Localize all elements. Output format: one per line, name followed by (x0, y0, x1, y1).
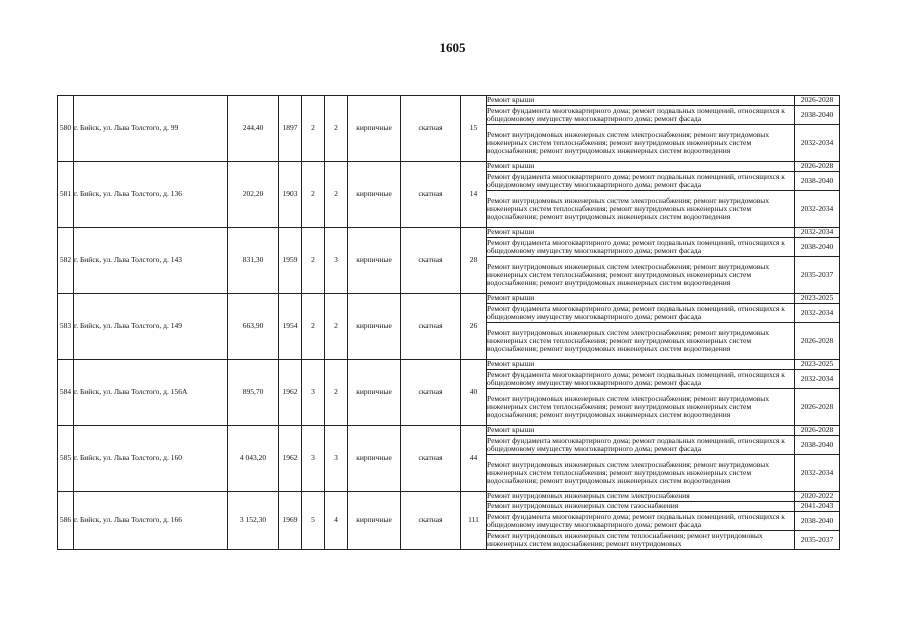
floor-count: 3 (302, 426, 325, 492)
work-description: Ремонт фундамента многоквартирного дома; ремонт подвальных помещений, относящихся к общедомовому имуществу многоквартирного дома; ремонт фасада (487, 106, 795, 125)
wall-material: кирпичные (348, 492, 401, 550)
roof-type: скатная (401, 96, 461, 162)
work-description: Ремонт внутридомовых инженерных систем электроснабжения; ремонт внутридомовых инженерных систем теплоснабжения; ремонт внутридомовых инженерных систем водоснабжения; ремонт внутридомовых инженерных систем водоотведения (487, 257, 795, 294)
table-row (58, 360, 840, 370)
row-number: 586 (58, 492, 74, 550)
house-area: 831,30 (228, 228, 279, 294)
build-year: 1969 (279, 492, 302, 550)
apartment-count: 15 (461, 96, 487, 162)
roof-type: скатная (401, 492, 461, 550)
house-area: 244,40 (228, 96, 279, 162)
wall-material: кирпичные (348, 360, 401, 426)
build-year: 1903 (279, 162, 302, 228)
house-area: 895,70 (228, 360, 279, 426)
page-number: 1605 (439, 40, 466, 55)
row-number: 585 (58, 426, 74, 492)
work-description: Ремонт фундамента многоквартирного дома; ремонт подвальных помещений, относящихся к общедомовому имуществу многоквартирного дома; ремонт фасада (487, 436, 795, 455)
house-address: г. Бийск, ул. Льва Толстого, д. 149 (74, 294, 228, 360)
apartment-count: 111 (461, 492, 487, 550)
apartment-count: 40 (461, 360, 487, 426)
work-description: Ремонт фундамента многоквартирного дома; ремонт подвальных помещений, относящихся к общедомовому имуществу многоквартирного дома; ремонт фасада (487, 238, 795, 257)
work-description: Ремонт фундамента многоквартирного дома; ремонт подвальных помещений, относящихся к общедомовому имуществу многоквартирного дома; ремонт фасада (487, 512, 795, 531)
work-period: 2038-2040 (795, 172, 840, 191)
roof-type: скатная (401, 360, 461, 426)
roof-type: скатная (401, 426, 461, 492)
work-description: Ремонт крыши (487, 96, 795, 106)
work-period: 2038-2040 (795, 238, 840, 257)
entrance-count: 2 (325, 360, 348, 426)
table-row (58, 228, 840, 238)
work-description: Ремонт крыши (487, 228, 795, 238)
work-period: 2032-2034 (795, 304, 840, 323)
work-period: 2032-2034 (795, 191, 840, 228)
work-period: 2035-2037 (795, 257, 840, 294)
work-period: 2035-2037 (795, 531, 840, 550)
work-description: Ремонт крыши (487, 360, 795, 370)
wall-material: кирпичные (348, 426, 401, 492)
work-period: 2020-2022 (795, 492, 840, 502)
build-year: 1962 (279, 426, 302, 492)
roof-type: скатная (401, 228, 461, 294)
work-description: Ремонт внутридомовых инженерных систем электроснабжения; ремонт внутридомовых инженерных систем теплоснабжения; ремонт внутридомовых инженерных систем водоснабжения; ремонт внутридомовых инженерных систем водоотведения (487, 323, 795, 360)
row-number: 583 (58, 294, 74, 360)
entrance-count: 2 (325, 96, 348, 162)
entrance-count: 3 (325, 426, 348, 492)
floor-count: 5 (302, 492, 325, 550)
floor-count: 3 (302, 360, 325, 426)
wall-material: кирпичные (348, 96, 401, 162)
entrance-count: 3 (325, 228, 348, 294)
entrance-count: 4 (325, 492, 348, 550)
work-period: 2023-2025 (795, 360, 840, 370)
house-area: 4 043,20 (228, 426, 279, 492)
work-period: 2038-2040 (795, 106, 840, 125)
table-row (58, 294, 840, 304)
work-description: Ремонт крыши (487, 426, 795, 436)
house-address: г. Бийск, ул. Льва Толстого, д. 136 (74, 162, 228, 228)
work-description: Ремонт внутридомовых инженерных систем электроснабжения; ремонт внутридомовых инженерных систем теплоснабжения; ремонт внутридомовых инженерных систем водоснабжения; ремонт внутридомовых инженерных систем водоотведения (487, 389, 795, 426)
build-year: 1962 (279, 360, 302, 426)
floor-count: 2 (302, 294, 325, 360)
table-row (58, 162, 840, 172)
table-row (58, 426, 840, 436)
work-description: Ремонт фундамента многоквартирного дома; ремонт подвальных помещений, относящихся к общедомовому имуществу многоквартирного дома; ремонт фасада (487, 172, 795, 191)
apartment-count: 28 (461, 228, 487, 294)
build-year: 1954 (279, 294, 302, 360)
work-period: 2026-2028 (795, 96, 840, 106)
apartment-count: 14 (461, 162, 487, 228)
apartment-count: 44 (461, 426, 487, 492)
work-period: 2038-2040 (795, 436, 840, 455)
house-area: 202,20 (228, 162, 279, 228)
table-row (58, 492, 840, 502)
work-period: 2038-2040 (795, 512, 840, 531)
work-period: 2032-2034 (795, 228, 840, 238)
roof-type: скатная (401, 294, 461, 360)
wall-material: кирпичные (348, 228, 401, 294)
row-number: 580 (58, 96, 74, 162)
table-row (58, 96, 840, 106)
house-address: г. Бийск, ул. Льва Толстого, д. 99 (74, 96, 228, 162)
apartment-count: 26 (461, 294, 487, 360)
floor-count: 2 (302, 162, 325, 228)
work-period: 2026-2028 (795, 323, 840, 360)
row-number: 582 (58, 228, 74, 294)
work-description: Ремонт крыши (487, 162, 795, 172)
work-description: Ремонт крыши (487, 294, 795, 304)
roof-type: скатная (401, 162, 461, 228)
work-period: 2026-2028 (795, 162, 840, 172)
work-period: 2026-2028 (795, 389, 840, 426)
entrance-count: 2 (325, 162, 348, 228)
work-description: Ремонт внутридомовых инженерных систем электроснабжения; ремонт внутридомовых инженерных систем теплоснабжения; ремонт внутридомовых инженерных систем водоснабжения; ремонт внутридомовых инженерных систем водоотведения (487, 191, 795, 228)
work-description: Ремонт фундамента многоквартирного дома; ремонт подвальных помещений, относящихся к общедомовому имуществу многоквартирного дома; ремонт фасада (487, 370, 795, 389)
work-description: Ремонт внутридомовых инженерных систем теплоснабжения; ремонт внутридомовых инженерных систем водоснабжения; ремонт внутридомовых (487, 531, 795, 550)
house-address: г. Бийск, ул. Льва Толстого, д. 160 (74, 426, 228, 492)
work-period: 2023-2025 (795, 294, 840, 304)
house-address: г. Бийск, ул. Льва Толстого, д. 156А (74, 360, 228, 426)
floor-count: 2 (302, 96, 325, 162)
work-description: Ремонт внутридомовых инженерных систем газоснабжения (487, 502, 795, 512)
wall-material: кирпичные (348, 162, 401, 228)
floor-count: 2 (302, 228, 325, 294)
wall-material: кирпичные (348, 294, 401, 360)
entrance-count: 2 (325, 294, 348, 360)
work-description: Ремонт внутридомовых инженерных систем электроснабжения; ремонт внутридомовых инженерных систем теплоснабжения; ремонт внутридомовых инженерных систем водоснабжения; ремонт внутридомовых инженерных систем водоотведения (487, 455, 795, 492)
build-year: 1897 (279, 96, 302, 162)
work-period: 2032-2034 (795, 370, 840, 389)
build-year: 1959 (279, 228, 302, 294)
house-address: г. Бийск, ул. Льва Толстого, д. 143 (74, 228, 228, 294)
work-description: Ремонт внутридомовых инженерных систем электроснабжения (487, 492, 795, 502)
house-area: 3 152,30 (228, 492, 279, 550)
work-period: 2026-2028 (795, 426, 840, 436)
work-period: 2041-2043 (795, 502, 840, 512)
work-period: 2032-2034 (795, 125, 840, 162)
work-period: 2032-2034 (795, 455, 840, 492)
row-number: 581 (58, 162, 74, 228)
work-description: Ремонт внутридомовых инженерных систем электроснабжения; ремонт внутридомовых инженерных систем теплоснабжения; ремонт внутридомовых инженерных систем водоснабжения; ремонт внутридомовых инженерных систем водоотведения (487, 125, 795, 162)
housing-registry-table (57, 95, 840, 550)
row-number: 584 (58, 360, 74, 426)
house-area: 663,90 (228, 294, 279, 360)
house-address: г. Бийск, ул. Льва Толстого, д. 166 (74, 492, 228, 550)
work-description: Ремонт фундамента многоквартирного дома; ремонт подвальных помещений, относящихся к общедомовому имуществу многоквартирного дома; ремонт фасада (487, 304, 795, 323)
